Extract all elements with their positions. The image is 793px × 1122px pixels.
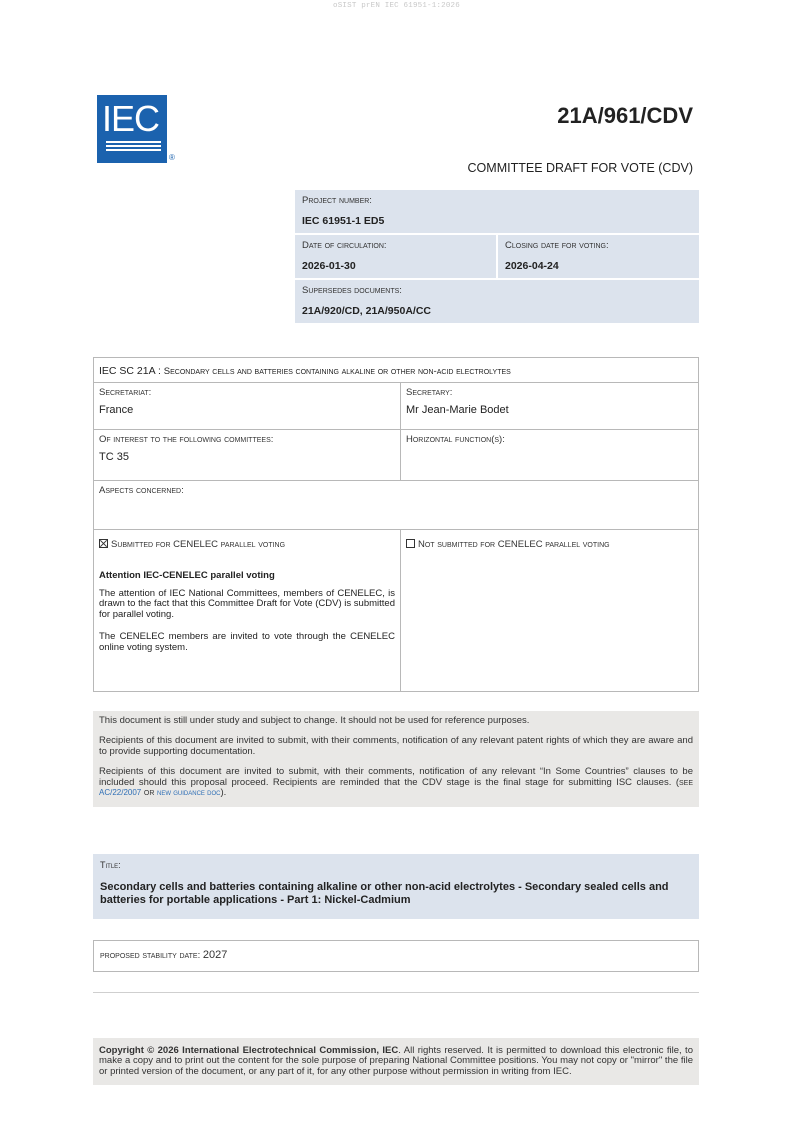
title-box — [93, 854, 699, 919]
secretary-value: Mr Jean-Marie Bodet — [406, 404, 509, 416]
secretariat-value: France — [99, 404, 134, 416]
circulation-date: 2026-01-30 — [302, 260, 356, 272]
secretariat-label: Secretariat: — [99, 387, 152, 398]
committee-name: Secondary cells and batteries containing alkaline or other non-acid electrolytes — [163, 366, 511, 377]
checked-box-icon[interactable] — [99, 539, 108, 548]
copyright-box — [93, 1038, 699, 1085]
attention-text-1: The attention of IEC National Committees, members of CENELEC, is drawn to the fact that this Committee Draft for Vote (CDV) is submitted for parallel voting. — [99, 588, 395, 620]
notice-paragraph-1: This document is still under study and subject to change. It should not be used for reference purposes. — [99, 715, 530, 726]
project-info-box — [295, 190, 699, 323]
horizontal-function-label: Horizontal function(s): — [406, 434, 505, 445]
circulation-date-label: Date of circulation: — [302, 240, 387, 251]
not-submitted-option[interactable] — [406, 539, 693, 550]
logo-text: IEC — [102, 98, 160, 139]
iec-logo — [97, 95, 167, 163]
submitted-option[interactable] — [99, 539, 395, 550]
aspects-label: Aspects concerned: — [99, 485, 184, 496]
ac-22-2007-link[interactable]: AC/22/2007 — [99, 788, 142, 798]
attention-text-2: The CENELEC members are invited to vote through the CENELEC online voting system. — [99, 631, 395, 653]
or-text: or — [143, 787, 155, 799]
notice-paragraph-3 — [99, 767, 693, 798]
project-number-label: Project number: — [302, 195, 372, 206]
project-number: IEC 61951-1 ED5 — [302, 215, 385, 227]
secretary-label: Secretary: — [406, 387, 453, 398]
logo-lines — [106, 141, 161, 153]
document-type: COMMITTEE DRAFT FOR VOTE (CDV) — [467, 161, 693, 175]
stability-date-label: proposed stability date: — [100, 950, 203, 961]
copyright-heading: Copyright © 2026 International Electrotechnical Commission, IEC — [99, 1045, 399, 1056]
closing-date-label: Closing date for voting: — [505, 240, 609, 251]
notice-box — [93, 711, 699, 807]
committee-info-table — [93, 357, 699, 692]
copyright-text: . All rights reserved. It is permitted to download this electronic file, to make a copy and to print out the content for the sole purpose of preparing National Committee positions. You may not copy or "mirror" the file or printed version of the document, or any part of it, for any other purpose without permission in writing from IEC. — [99, 1045, 693, 1077]
closing-date: 2026-04-24 — [505, 260, 559, 272]
document-title: Secondary cells and batteries containing alkaline or other non-acid electrolytes - Secondary sealed cells and batteries for portable applications - Part 1: Nickel-Cadmium — [100, 881, 669, 906]
registered-mark: ® — [169, 153, 175, 162]
notice-paragraph-2: Recipients of this document are invited to submit, with their comments, notification of any relevant patent rights of which they are aware and to provide supporting documentation. — [99, 735, 693, 757]
interest-label: Of interest to the following committees: — [99, 434, 274, 445]
stability-date-box — [93, 940, 699, 972]
committee-prefix: IEC SC 21A : — [99, 365, 164, 377]
notice-end: ). — [220, 787, 227, 799]
unchecked-box-icon[interactable] — [406, 539, 415, 548]
submitted-label: Submitted for CENELEC parallel voting — [111, 539, 286, 550]
divider — [93, 992, 699, 993]
attention-title: Attention IEC-CENELEC parallel voting — [99, 570, 275, 581]
interest-value: TC 35 — [99, 451, 129, 463]
stability-date-value: 2027 — [202, 949, 228, 961]
not-submitted-label: Not submitted for CENELEC parallel voting — [418, 539, 610, 550]
notice-paragraph-3-text: Recipients of this document are invited to submit, with their comments, notification of any relevant “In Some Countries” clauses to be included should this proposal proceed. Recipients are reminded that the CDV stage is the final stage for submitting ISC clauses. ( — [99, 766, 693, 788]
watermark: oSIST prEN IEC 61951-1:2026 — [333, 2, 460, 10]
supersedes-label: Supersedes documents: — [302, 285, 402, 296]
document-number: 21A/961/CDV — [557, 103, 693, 128]
title-label: Title: — [100, 860, 121, 870]
supersedes-documents: 21A/920/CD, 21A/950A/CC — [302, 305, 431, 317]
guidance-doc-link[interactable]: new guidance doc — [157, 788, 221, 798]
see-text: see — [678, 776, 693, 788]
